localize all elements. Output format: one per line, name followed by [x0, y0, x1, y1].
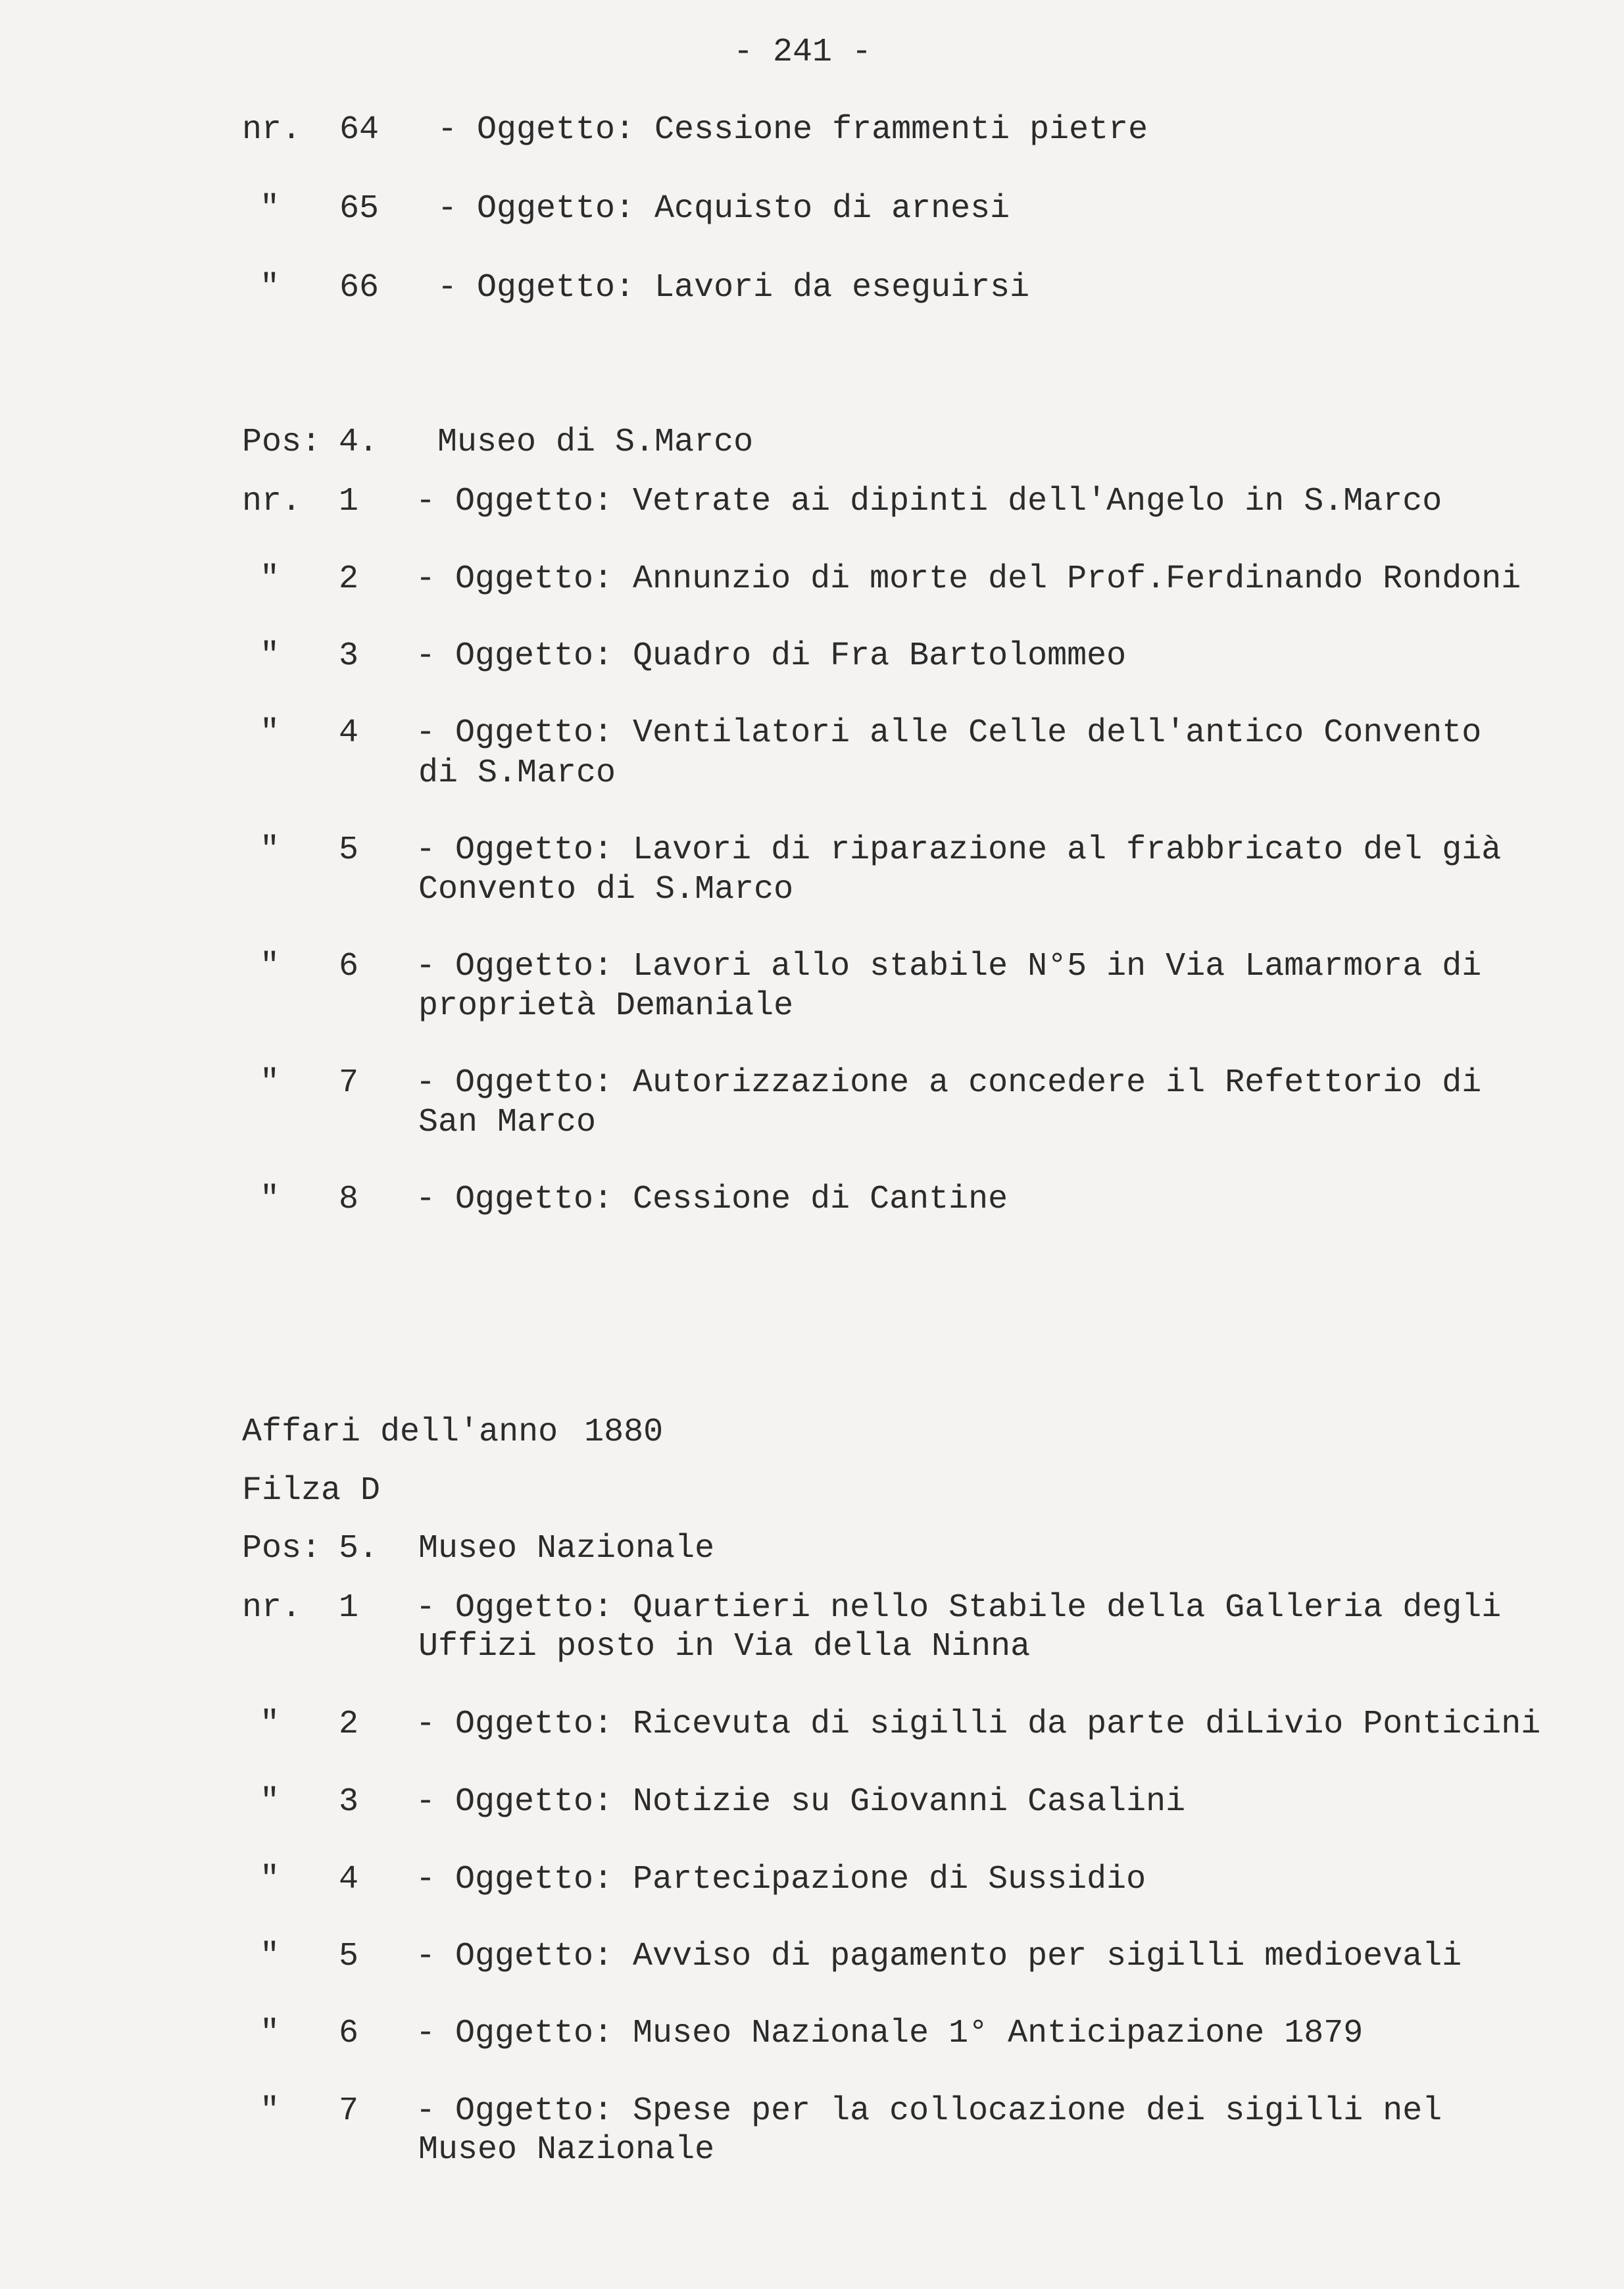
affari-line	[242, 1413, 663, 1452]
item-prefix: "	[260, 637, 280, 675]
item-number: 5	[339, 831, 359, 869]
item-prefix: "	[260, 190, 280, 228]
filza-heading	[0, 1471, 1624, 1511]
item-text: - Oggetto: Cessione frammenti pietre	[437, 111, 1148, 149]
list-item-continuation	[0, 1103, 1624, 1143]
item-text: - Oggetto: Cessione di Cantine	[416, 1181, 1008, 1218]
item-number: 8	[339, 1181, 359, 1218]
item-prefix: nr.	[242, 483, 302, 520]
item-prefix: "	[260, 948, 280, 985]
affari-heading	[0, 1413, 1624, 1452]
item-prefix: nr.	[242, 1589, 302, 1627]
item-text: - Oggetto: Ricevuta di sigilli da parte diLivio Ponticini	[416, 1706, 1541, 1743]
list-item	[0, 2014, 1624, 2054]
pos-label: Pos:	[242, 424, 322, 461]
item-prefix: "	[260, 2015, 280, 2052]
item-prefix: "	[260, 714, 280, 752]
item-prefix: "	[260, 831, 280, 869]
item-number: 4	[339, 1861, 359, 1898]
item-prefix: "	[260, 1938, 280, 1975]
list-item	[0, 714, 1624, 753]
list-item	[0, 1937, 1624, 1977]
item-number: 7	[339, 2092, 359, 2130]
item-number: 64	[339, 111, 380, 149]
section-title: Museo di S.Marco	[437, 424, 754, 461]
item-prefix: "	[260, 1783, 280, 1821]
filza-label: Filza D	[242, 1472, 381, 1510]
pos-label: Pos:	[242, 1530, 322, 1567]
item-number: 65	[339, 190, 380, 228]
section-heading	[0, 1529, 1624, 1569]
item-text: - Oggetto: Museo Nazionale 1° Anticipazione 1879	[416, 2015, 1364, 2052]
item-text: - Oggetto: Avviso di pagamento per sigilli medioevali	[416, 1938, 1462, 1975]
list-item	[0, 482, 1624, 522]
item-text: - Oggetto: Partecipazione di Sussidio	[416, 1861, 1146, 1898]
item-number: 5	[339, 1938, 359, 1975]
item-text: - Oggetto: Vetrate ai dipinti dell'Angelo in S.Marco	[416, 483, 1442, 520]
item-number: 3	[339, 1783, 359, 1821]
list-item	[0, 637, 1624, 676]
affari-year: 1880	[584, 1414, 664, 1451]
item-number: 2	[339, 1706, 359, 1743]
item-prefix: "	[260, 1064, 280, 1102]
item-text: - Oggetto: Spese per la collocazione dei sigilli nel	[416, 2092, 1442, 2130]
item-prefix: "	[260, 1181, 280, 1218]
item-text-continuation: Museo Nazionale	[418, 2131, 715, 2169]
list-item	[0, 1860, 1624, 1900]
item-text-continuation: di S.Marco	[418, 754, 616, 792]
list-item-continuation	[0, 754, 1624, 793]
item-number: 2	[339, 560, 359, 598]
item-number: 4	[339, 714, 359, 752]
list-item	[0, 2092, 1624, 2131]
item-text: - Oggetto: Acquisto di arnesi	[437, 190, 1010, 228]
item-text-continuation: San Marco	[418, 1104, 597, 1141]
item-prefix: nr.	[242, 111, 302, 149]
item-text: - Oggetto: Quartieri nello Stabile della Galleria degli	[416, 1589, 1502, 1627]
section-heading	[0, 423, 1624, 462]
item-number: 1	[339, 483, 359, 520]
item-text: - Oggetto: Ventilatori alle Celle dell'antico Convento	[416, 714, 1482, 752]
list-item-continuation	[0, 987, 1624, 1026]
page-number: - 241 -	[733, 34, 872, 71]
item-prefix: "	[260, 1706, 280, 1743]
item-number: 66	[339, 269, 380, 307]
item-number: 1	[339, 1589, 359, 1627]
item-text: - Oggetto: Annunzio di morte del Prof.Ferdinando Rondoni	[416, 560, 1521, 598]
list-item	[0, 111, 1624, 150]
list-item-continuation	[0, 1627, 1624, 1667]
section-title: Museo Nazionale	[418, 1530, 715, 1567]
item-number: 7	[339, 1064, 359, 1102]
list-item	[0, 1783, 1624, 1822]
item-text: - Oggetto: Notizie su Giovanni Casalini	[416, 1783, 1186, 1821]
list-item	[0, 1180, 1624, 1219]
item-prefix: "	[260, 1861, 280, 1898]
list-item	[0, 1705, 1624, 1744]
item-prefix: "	[260, 2092, 280, 2130]
list-item	[0, 831, 1624, 870]
list-item	[0, 1588, 1624, 1628]
list-item	[0, 560, 1624, 599]
item-text: - Oggetto: Lavori allo stabile N°5 in Via Lamarmora di	[416, 948, 1482, 985]
list-item	[0, 189, 1624, 229]
item-number: 6	[339, 2015, 359, 2052]
list-item	[0, 1064, 1624, 1103]
item-text-continuation: Convento di S.Marco	[418, 871, 794, 908]
list-item-continuation	[0, 2130, 1624, 2170]
list-item	[0, 947, 1624, 987]
list-item-continuation	[0, 870, 1624, 910]
item-text-continuation: proprietà Demaniale	[418, 987, 794, 1025]
item-prefix: "	[260, 269, 280, 307]
item-text-continuation: Uffizi posto in Via della Ninna	[418, 1628, 1031, 1665]
item-text: - Oggetto: Quadro di Fra Bartolommeo	[416, 637, 1127, 675]
item-number: 3	[339, 637, 359, 675]
pos-number: 4.	[339, 424, 379, 461]
item-number: 6	[339, 948, 359, 985]
pos-number: 5.	[339, 1530, 379, 1567]
item-text: - Oggetto: Lavori di riparazione al frabbricato del già	[416, 831, 1502, 869]
list-item	[0, 268, 1624, 308]
item-text: - Oggetto: Lavori da eseguirsi	[437, 269, 1030, 307]
affari-label: Affari dell'anno	[242, 1414, 558, 1451]
item-prefix: "	[260, 560, 280, 598]
item-text: - Oggetto: Autorizzazione a concedere il Refettorio di	[416, 1064, 1482, 1102]
